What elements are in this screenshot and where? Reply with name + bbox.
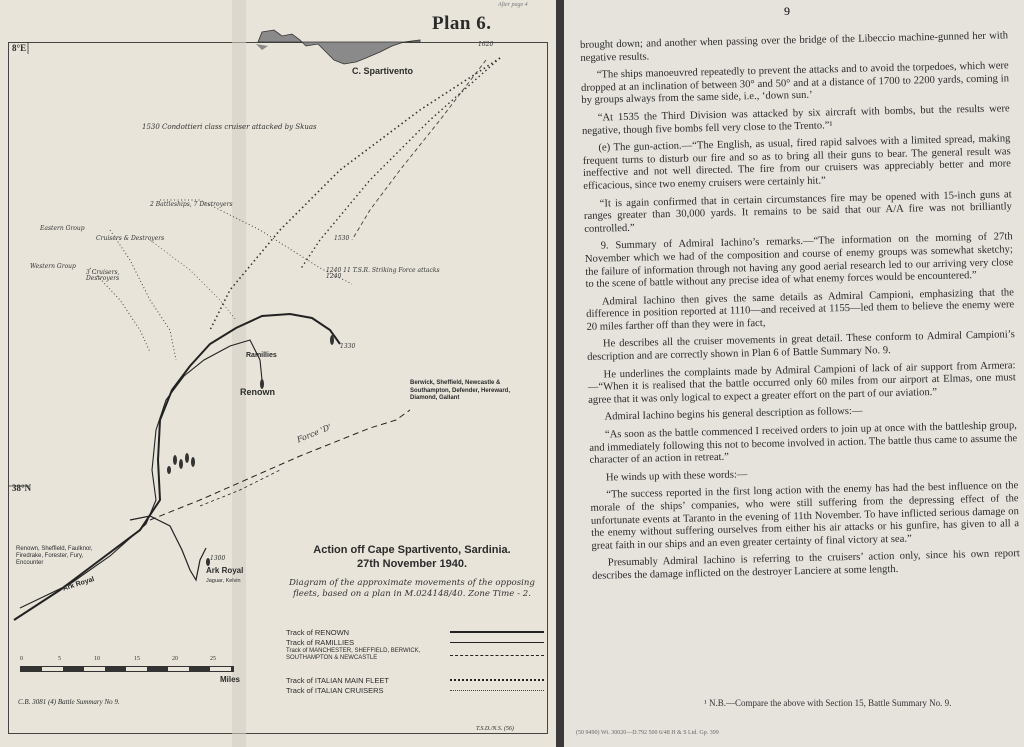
paragraph: “As soon as the battle commenced I received orders to join up at once with the battleship group, and immediately following this not to become involved in action. The battle thus came to assume the character of an action in retreat.”	[589, 420, 1018, 467]
legend	[286, 627, 544, 695]
paragraph: “It is again confirmed that in certain circumstances fire may be opened with 15-inch guns at ranges greater than 30,000 yards. It remains to be said that our A/A fire was not brilliantly controlled.”	[583, 188, 1013, 235]
plan-title: Plan 6.	[432, 13, 492, 34]
action-title	[282, 544, 542, 572]
ark-royal-label-2: Ark Royal	[206, 566, 244, 575]
paragraph: 9. Summary of Admiral Iachino’s remarks.—“The information on the morning of 27th November which we had of the composition and course of enemy groups was somewhat sketchy; the failure of information through not having any good aerial research led to our arriving very close to the scene of battle without any precise idea of what enemy forces would be encountered.”	[584, 231, 1014, 291]
paragraph: Admiral Iachino then gives the same details as Admiral Campioni, emphasizing that the difference in position reported at 1110—and received at 1155—led them to believe the enemy were 20 miles farther off than they were in fact,	[586, 286, 1015, 333]
top-note: After page 4	[498, 2, 528, 8]
paragraph: “At 1535 the Third Division was attacked by six aircraft with bombs, but the results were negative, though five bombs fell very close to the Trento.”¹	[581, 103, 1010, 137]
renown-group-label: Renown, Sheffield, Faulknor, Firedrake, Forester, Fury, Encounter	[16, 546, 93, 567]
scale-bar	[20, 666, 234, 672]
berwick-group-label: Berwick, Sheffield, Newcastle & Southampton, Defender, Hereward, Diamond, Gallant	[410, 380, 511, 401]
legend-row	[286, 675, 544, 685]
legend-label: Track of RAMILLIES	[286, 637, 355, 647]
action-title-line2: 27th November 1940.	[356, 557, 468, 570]
scale-number: 0	[20, 656, 23, 662]
legend-label: Track of ITALIAN MAIN FLEET	[286, 675, 389, 685]
legend-line-dotted-heavy	[450, 679, 544, 681]
italian-main-fleet-track-2	[300, 58, 500, 270]
renown-track	[14, 314, 340, 620]
striking-force-track	[352, 60, 486, 240]
ark-royal-track	[130, 516, 206, 580]
map-annotation: Western Group	[30, 263, 76, 270]
italian-main-fleet-track	[210, 58, 500, 330]
map-annotation: 3 Cruisers, Destroyers	[86, 269, 120, 282]
ark-royal-label: Ark Royal	[62, 575, 96, 593]
legend-row	[286, 637, 544, 647]
paragraph: Presumably Admiral Iachino is referring to the cruisers’ action only, since his own report describes the damage inflicted on the destroyer Lanciere at some length.	[592, 548, 1020, 582]
action-description: Diagram of the approximate movements of the opposing fleets, based on a plan in M.024148/40. Zone Time - 2.	[289, 578, 535, 600]
page-number: 9	[784, 4, 790, 18]
legend-label: Track of MANCHESTER, SHEFFIELD, BERWICK, SOUTHAMPTON & NEWCASTLE	[286, 648, 421, 661]
legend-label: Track of ITALIAN CRUISERS	[286, 685, 384, 695]
paragraph: “The ships manoeuvred repeatedly to prevent the attacks and to avoid the torpedoes, which were dropped at an inclination of between 30° and 50° and at a distance of 1700 to 2200 yards, coming in by groups always from the same side, i.e., ‘down sun.’	[580, 60, 1010, 107]
scale-number: 25	[210, 656, 216, 662]
british-cruisers-track	[150, 410, 410, 520]
renown-label: Renown	[240, 387, 275, 397]
cape-label: C. Spartivento	[352, 66, 414, 76]
map-annotation: 1240 11 T.S.R. Striking Force attacks 1240	[326, 267, 440, 280]
paragraph: brought down; and another when passing over the bridge of the Libeccio machine-gunned her with negative results.	[580, 30, 1009, 64]
latitude-label: 38°N	[12, 483, 32, 493]
legend-label: Track of RENOWN	[286, 627, 350, 637]
legend-row	[286, 685, 544, 695]
longitude-label: 8°E	[12, 43, 27, 53]
ark-royal-group-label	[206, 566, 276, 585]
force-d-label: Force 'D'	[295, 422, 333, 445]
tsd-reference: T.S.D./N.S. (56)	[476, 726, 514, 732]
miles-label: Miles	[220, 675, 241, 684]
scale-number: 20	[172, 656, 178, 662]
legend-line-dashed	[450, 655, 544, 656]
map-annotation: Eastern Group	[40, 225, 85, 232]
legend-line-solid-thick	[450, 631, 544, 633]
coastline	[258, 30, 420, 64]
paragraph: (e) The gun-action.—“The English, as usual, fired rapid salvoes with a limited spread, making frequent turns to disturb our fire and so as to bring all their guns to bear. The general result was ineffective and not well directed. The fire from our cruisers was appreciably better and more efficacious, since two enemy cruisers were certainly hit.”	[582, 133, 1012, 192]
footnote: ¹ N.B.—Compare the above with Section 15, Battle Summary No. 9.	[704, 698, 952, 708]
legend-row	[286, 627, 544, 637]
paragraph: He underlines the complaints made by Admiral Campioni of lack of air support from Armera:—“When it is realised that the battle occurred only 60 miles from our airport at Elmas, one must agree that it was only logical to expect a greater effort on the part of our aviation.”	[587, 359, 1016, 406]
action-title-line1: Action off Cape Spartivento, Sardinia.	[313, 544, 511, 556]
text-page	[564, 0, 1024, 747]
map-annotation: 1530	[334, 235, 350, 242]
imprint: (50 9490) Wt. 30020—D.792 500 6/48 H & S Ltd. Gp. 399	[576, 730, 719, 736]
scale-number: 15	[134, 656, 140, 662]
coastline-islet	[256, 44, 268, 50]
body-text	[580, 30, 1020, 588]
legend-line-solid-thin	[450, 642, 544, 643]
italian-cruisers-track-4	[150, 240, 236, 320]
map-annotation: 2 Battleships, 7 Destroyers	[150, 201, 233, 208]
map-annotation: 1620	[478, 41, 494, 48]
paragraph: He describes all the cruiser movements in great detail. These conform to Admiral Campioni’s description and are correctly shown in Plan 6 of Battle Summary No. 9.	[587, 329, 1015, 363]
paragraph: Admiral Iachino begins his general description as follows:—	[604, 406, 863, 423]
map-annotation: 1530 Condottieri class cruiser attacked by Skuas	[142, 123, 317, 131]
page-fold-shadow	[232, 0, 246, 747]
ark-royal-escort-label: Jaguar, Kelvin	[206, 578, 241, 585]
cb-reference: C.B. 3081 (4) Battle Summary No 9.	[18, 698, 120, 706]
map-annotation: 1330	[340, 343, 356, 350]
legend-line-dotted-light	[450, 690, 544, 691]
paragraph: He winds up with these words:—	[605, 469, 748, 484]
scale-number: 10	[94, 656, 100, 662]
ramillies-label: Ramillies	[246, 352, 277, 359]
paragraph: “The success reported in the first long action with the enemy has had the best influence on the morale of the ships’ companies, who were still suffering from the depressing effect of the unfortunate events at Taranto in the evening of 11th November. To have inflicted serious damage on the enemy without suffering ourselves from either his air attacks or his gunfire, has given to all a great faith in our ships and an even greater certainty of final victory at sea.”	[590, 480, 1020, 552]
italian-cruisers-track	[160, 200, 352, 284]
scale-number: 5	[58, 656, 61, 662]
legend-row	[286, 647, 544, 663]
italian-cruisers-track-2	[110, 230, 176, 360]
map-annotation: Cruisers & Destroyers	[96, 235, 165, 242]
map-annotation: 1300	[210, 555, 226, 562]
